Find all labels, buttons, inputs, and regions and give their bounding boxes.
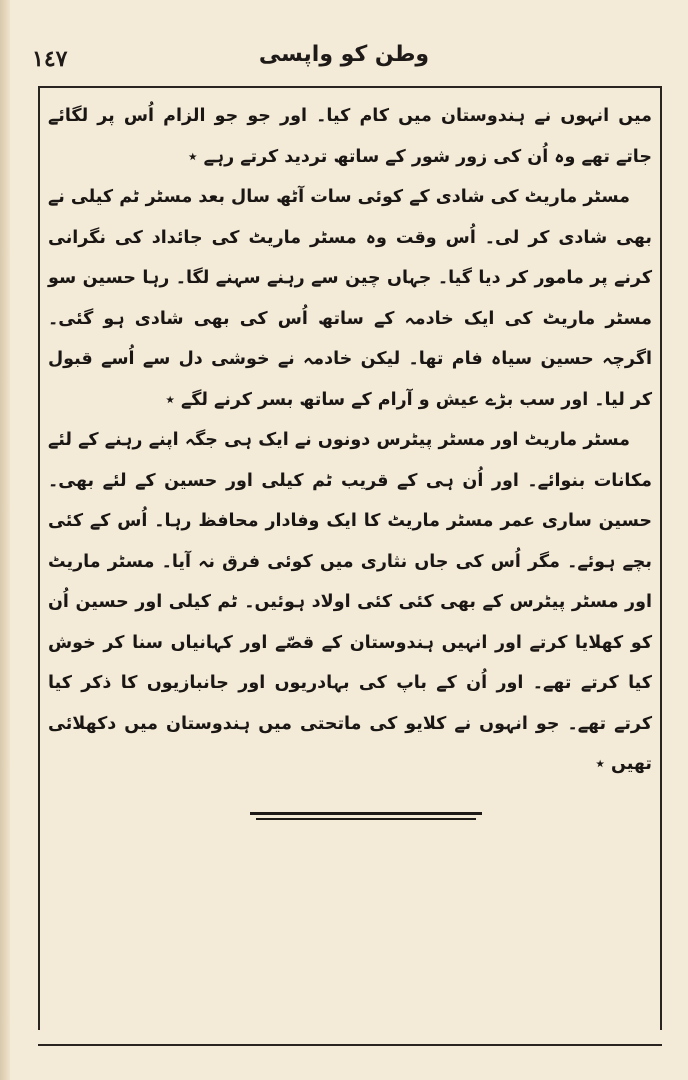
body-text — [48, 96, 652, 785]
running-title: وطن کو واپسی — [258, 42, 430, 67]
paragraph-2: مسٹر ماریٹ کی شادی کے کوئی سات آٹھ سال بعد مسٹر ٹم کیلی نے بھی شادی کر لی۔ اُس وقت وہ مسٹر ماریٹ کی جائداد کی نگرانی کرنے پر مامور کر دیا گیا۔ جہاں چین سے رہنے سہنے لگا۔ رہا حسین سو مسٹر ماریٹ کی ایک خادمہ کے ساتھ اُس کی بھی شادی ہو گئی۔ اگرچہ حسین سیاہ فام تھا۔ لیکن خادمہ نے خوشی دل سے اُسے قبول کر لیا۔ اور سب بڑے عیش و آرام کے ساتھ بسر کرنے لگے ٭ — [48, 187, 652, 410]
end-rule-thin — [256, 818, 476, 820]
end-rule-thick — [250, 812, 482, 815]
page-gutter — [0, 0, 10, 1080]
paragraph-3: مسٹر ماریٹ اور مسٹر پیٹرس دونوں نے ایک ہی جگہ اپنے رہنے کے لئے مکانات بنوائے۔ اور اُن ہی کے قریب ٹم کیلی اور حسین کے لئے بھی۔ حسین ساری عمر مسٹر ماریٹ کا ایک وفادار محافظ رہا۔ اُس کے کئی بچے ہوئے۔ مگر اُس کی جاں نثاری میں کوئی فرق نہ آیا۔ مسٹر ماریٹ اور مسٹر پیٹرس کے بھی کئی کئی اولاد ہوئیں۔ ٹم کیلی اور حسین اُن کو کھلایا کرتے اور انہیں ہندوستان کے قصّے اور کہانیاں سنا کر خوش کیا کرتے تھے۔ اور اُن کے باپ کی بہادریوں اور جانبازیوں کا ذکر کیا کرتے تھے۔ جو انہوں نے کلایو کی ماتحتی میں ہندوستان میں دکھلائی تھیں ٭ — [48, 430, 652, 774]
chapter-end-rule — [250, 812, 482, 820]
paragraph-1: میں انہوں نے ہندوستان میں کام کیا۔ اور جو جو الزام اُس پر لگائے جاتے تھے وہ اُن کی زور شور کے ساتھ تردید کرتے رہے ٭ — [48, 106, 652, 167]
frame-bottom-rule — [38, 1044, 662, 1046]
page-number: ١٤٧ — [32, 46, 68, 72]
